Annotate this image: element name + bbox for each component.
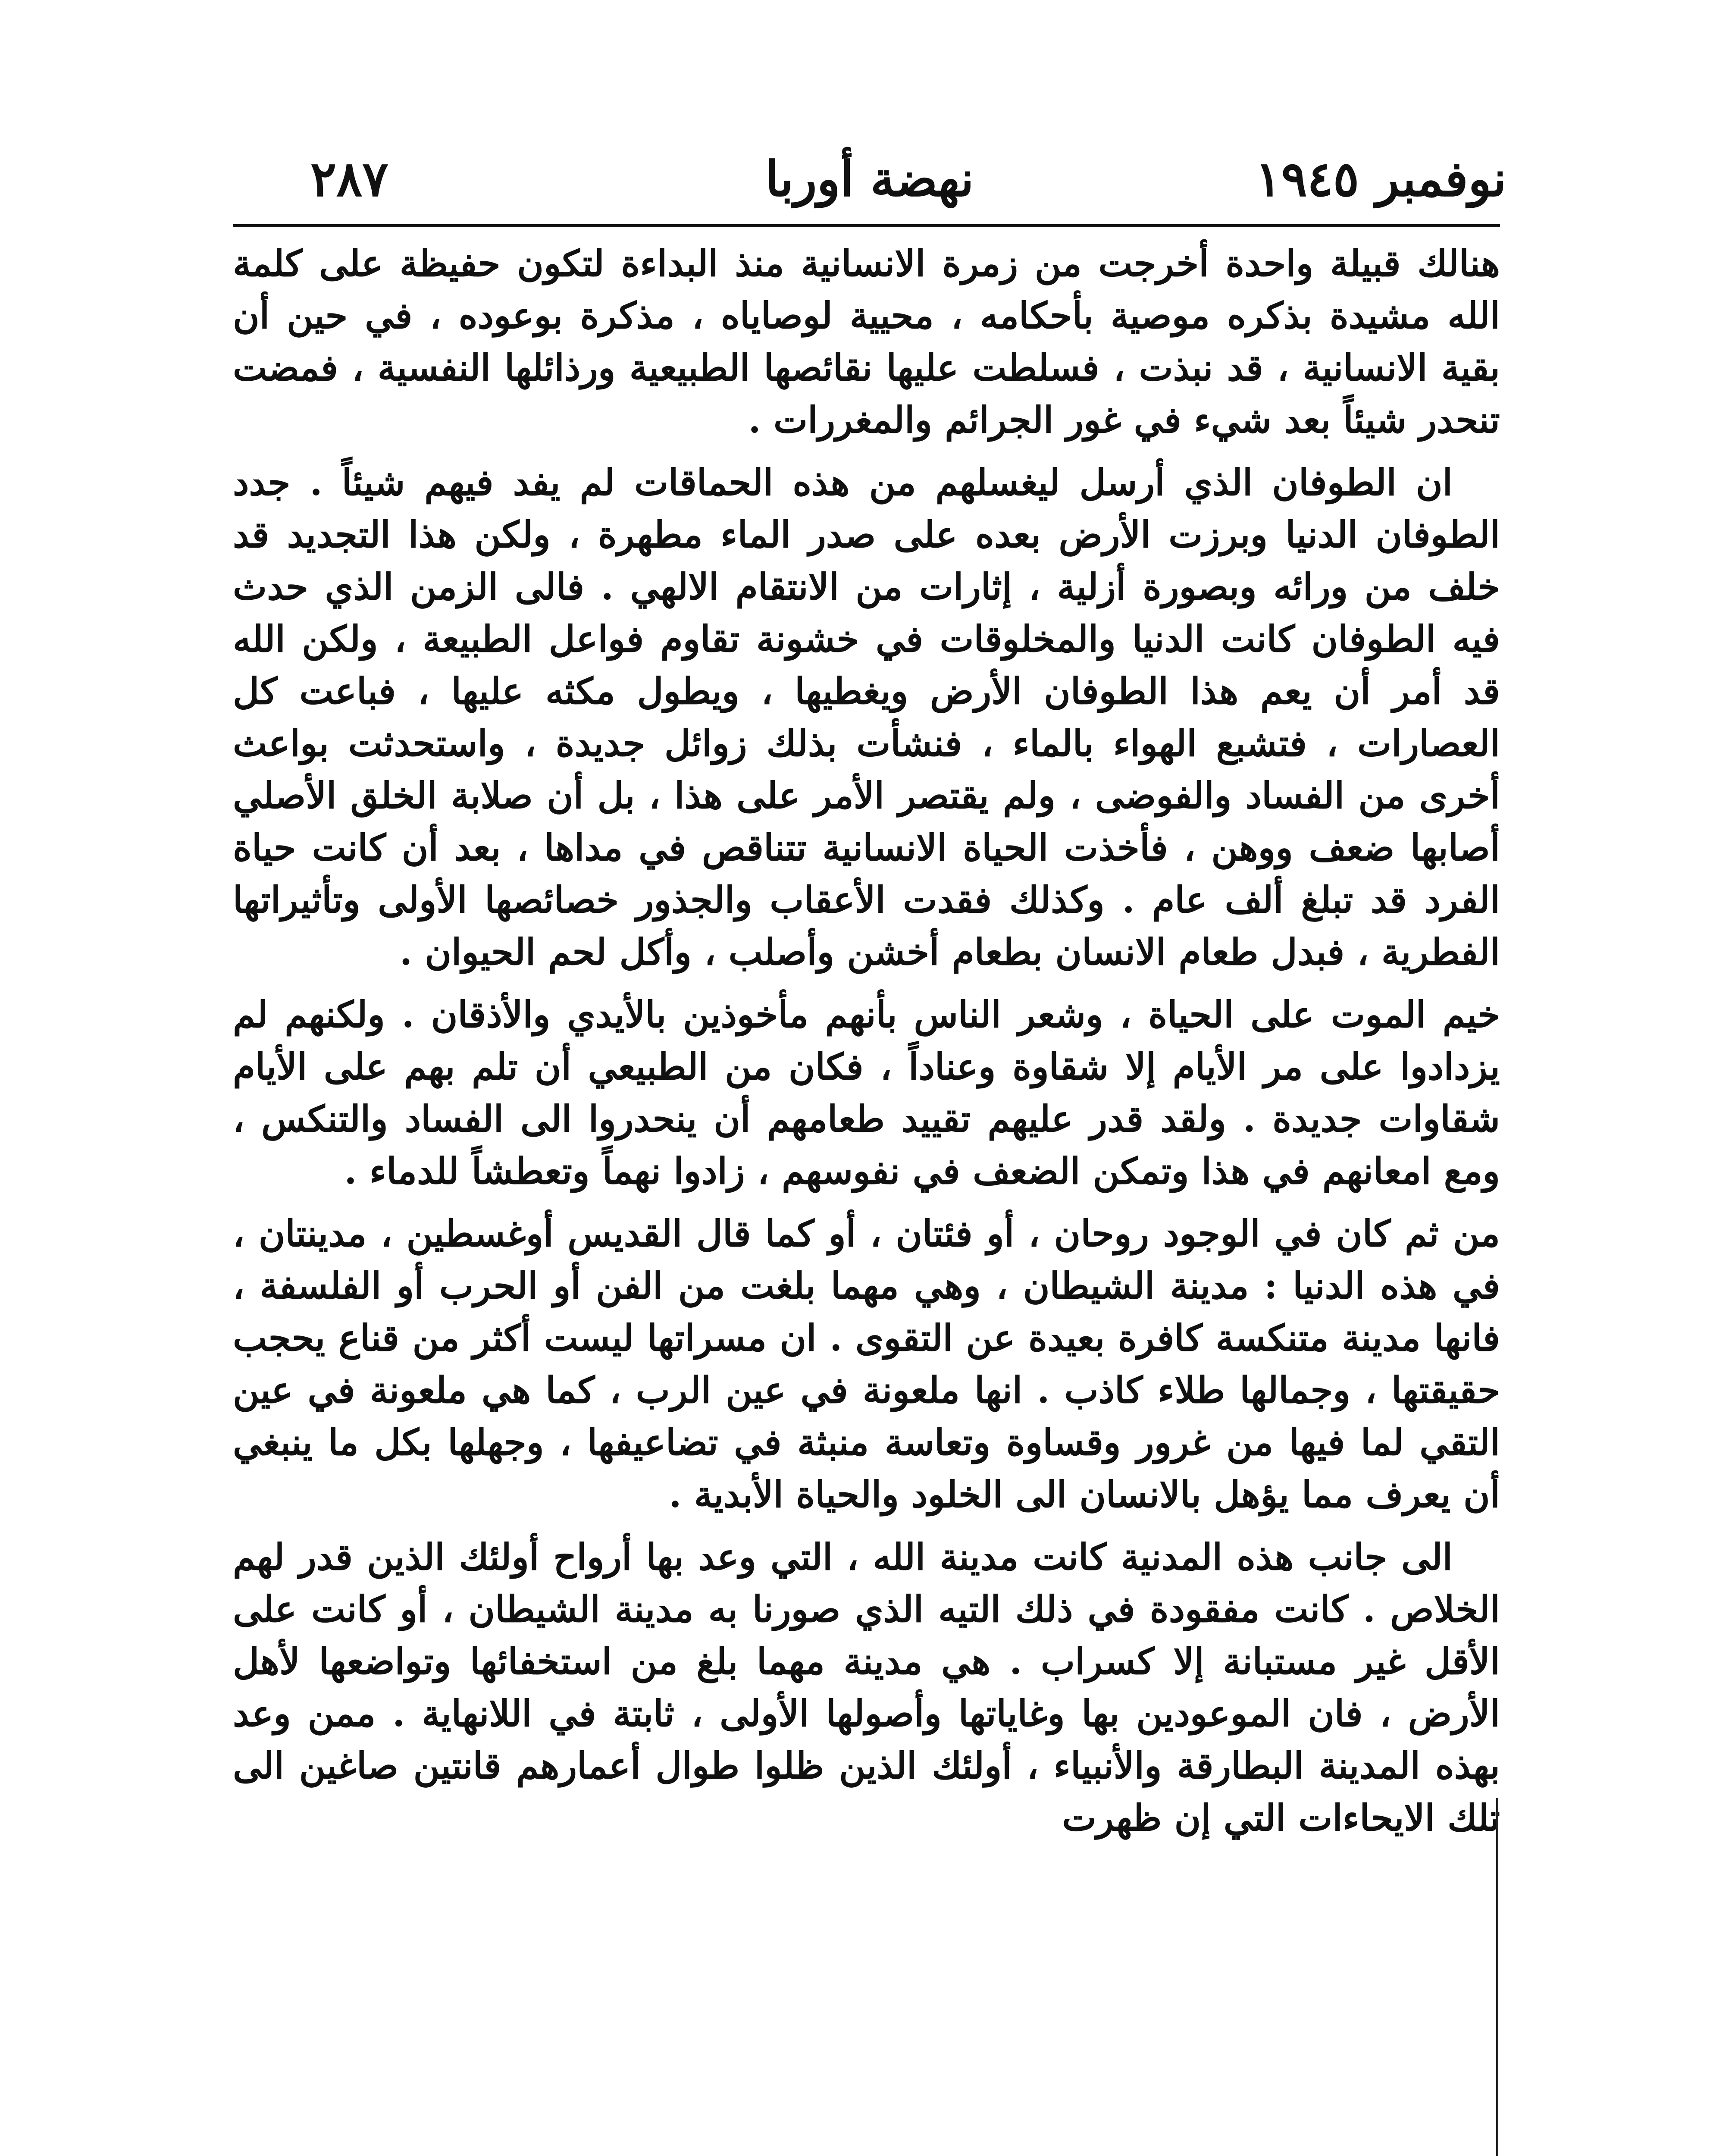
running-title: نهضة أوربا [765, 151, 974, 207]
header-rule [233, 224, 1500, 227]
page-header [233, 147, 1506, 211]
paragraph: ان الطوفان الذي أرسل ليغسلهم من هذه الحماقات لم يفد فيهم شيئاً . جدد الطوفان الدنيا وبرزت الأرض بعده على صدر الماء مطهرة ، ولكن هذا التجديد قد خلف من ورائه وبصورة أزلية ، إثارات من الانتقام الالهي . فالى الزمن الذي حدث فيه الطوفان كانت الدنيا والمخلوقات في خشونة تقاوم فواعل الطبيعة ، ولكن الله قد أمر أن يعم هذا الطوفان الأرض ويغطيها ، ويطول مكثه عليها ، فباعت كل العصارات ، فتشبع الهواء بالماء ، فنشأت بذلك زوائل جديدة ، واستحدثت بواعث أخرى من الفساد والفوضى ، ولم يقتصر الأمر على هذا ، بل أن صلابة الخلق الأصلي أصابها ضعف ووهن ، فأخذت الحياة الانسانية تتناقص في مداها ، بعد أن كانت حياة الفرد قد تبلغ ألف عام . وكذلك فقدت الأعقاب والجذور خصائصها الأولى وتأثيراتها الفطرية ، فبدل طعام الانسان بطعام أخشن وأصلب ، وأكل لحم الحيوان . [233, 461, 1500, 973]
paragraph: هنالك قبيلة واحدة أخرجت من زمرة الانسانية منذ البداءة لتكون حفيظة على كلمة الله مشيدة بذكره موصية بأحكامه ، محيية لوصاياه ، مذكرة بوعوده ، في حين أن بقية الانسانية ، قد نبذت ، فسلطت عليها نقائصها الطبيعية ورذائلها النفسية ، فمضت تنحدر شيئاً بعد شيء في غور الجرائم والمغررات . [233, 242, 1500, 441]
paragraph: الى جانب هذه المدنية كانت مدينة الله ، التي وعد بها أرواح أولئك الذين قدر لهم الخلاص . كانت مفقودة في ذلك التيه الذي صورنا به مدينة الشيطان ، أو كانت على الأقل غير مستبانة إلا كسراب . هي مدينة مهما بلغ من استخفائها وتواضعها لأهل الأرض ، فان الموعودين بها وغاياتها وأصولها الأولى ، ثابتة في اللانهاية . ممن وعد بهذه المدينة البطارقة والأنبياء ، أولئك الذين ظلوا طوال أعمارهم قانتين صاغين الى تلك الايحاءات التي إن ظهرت [233, 1536, 1500, 1839]
page-number: ٢٨٧ [310, 151, 388, 207]
issue-date: نوفمبر ١٩٤٥ [1255, 151, 1506, 207]
margin-rule [1496, 1798, 1498, 2156]
article-body [233, 237, 1500, 2156]
paragraph: من ثم كان في الوجود روحان ، أو فئتان ، أو كما قال القديس أوغسطين ، مدينتان ، في هذه الدنيا : مدينة الشيطان ، وهي مهما بلغت من الفن أو الحرب أو الفلسفة ، فانها مدينة متنكسة كافرة بعيدة عن التقوى . ان مسراتها ليست أكثر من قناع يحجب حقيقتها ، وجمالها طلاء كاذب . انها ملعونة في عين الرب ، كما هي ملعونة في عين التقي لما فيها من غرور وقساوة وتعاسة منبثة في تضاعيفها ، وجهلها بكل ما ينبغي أن يعرف مما يؤهل بالانسان الى الخلود والحياة الأبدية . [233, 1212, 1500, 1516]
paragraph: خيم الموت على الحياة ، وشعر الناس بأنهم مأخوذين بالأيدي والأذقان . ولكنهم لم يزدادوا على مر الأيام إلا شقاوة وعناداً ، فكان من الطبيعي أن تلم بهم على الأيام شقاوات جديدة . ولقد قدر عليهم تقييد طعامهم أن ينحدروا الى الفساد والتنكس ، ومع امعانهم في هذا وتمكن الضعف في نفوسهم ، زادوا نهماً وتعطشاً للدماء . [233, 993, 1500, 1192]
